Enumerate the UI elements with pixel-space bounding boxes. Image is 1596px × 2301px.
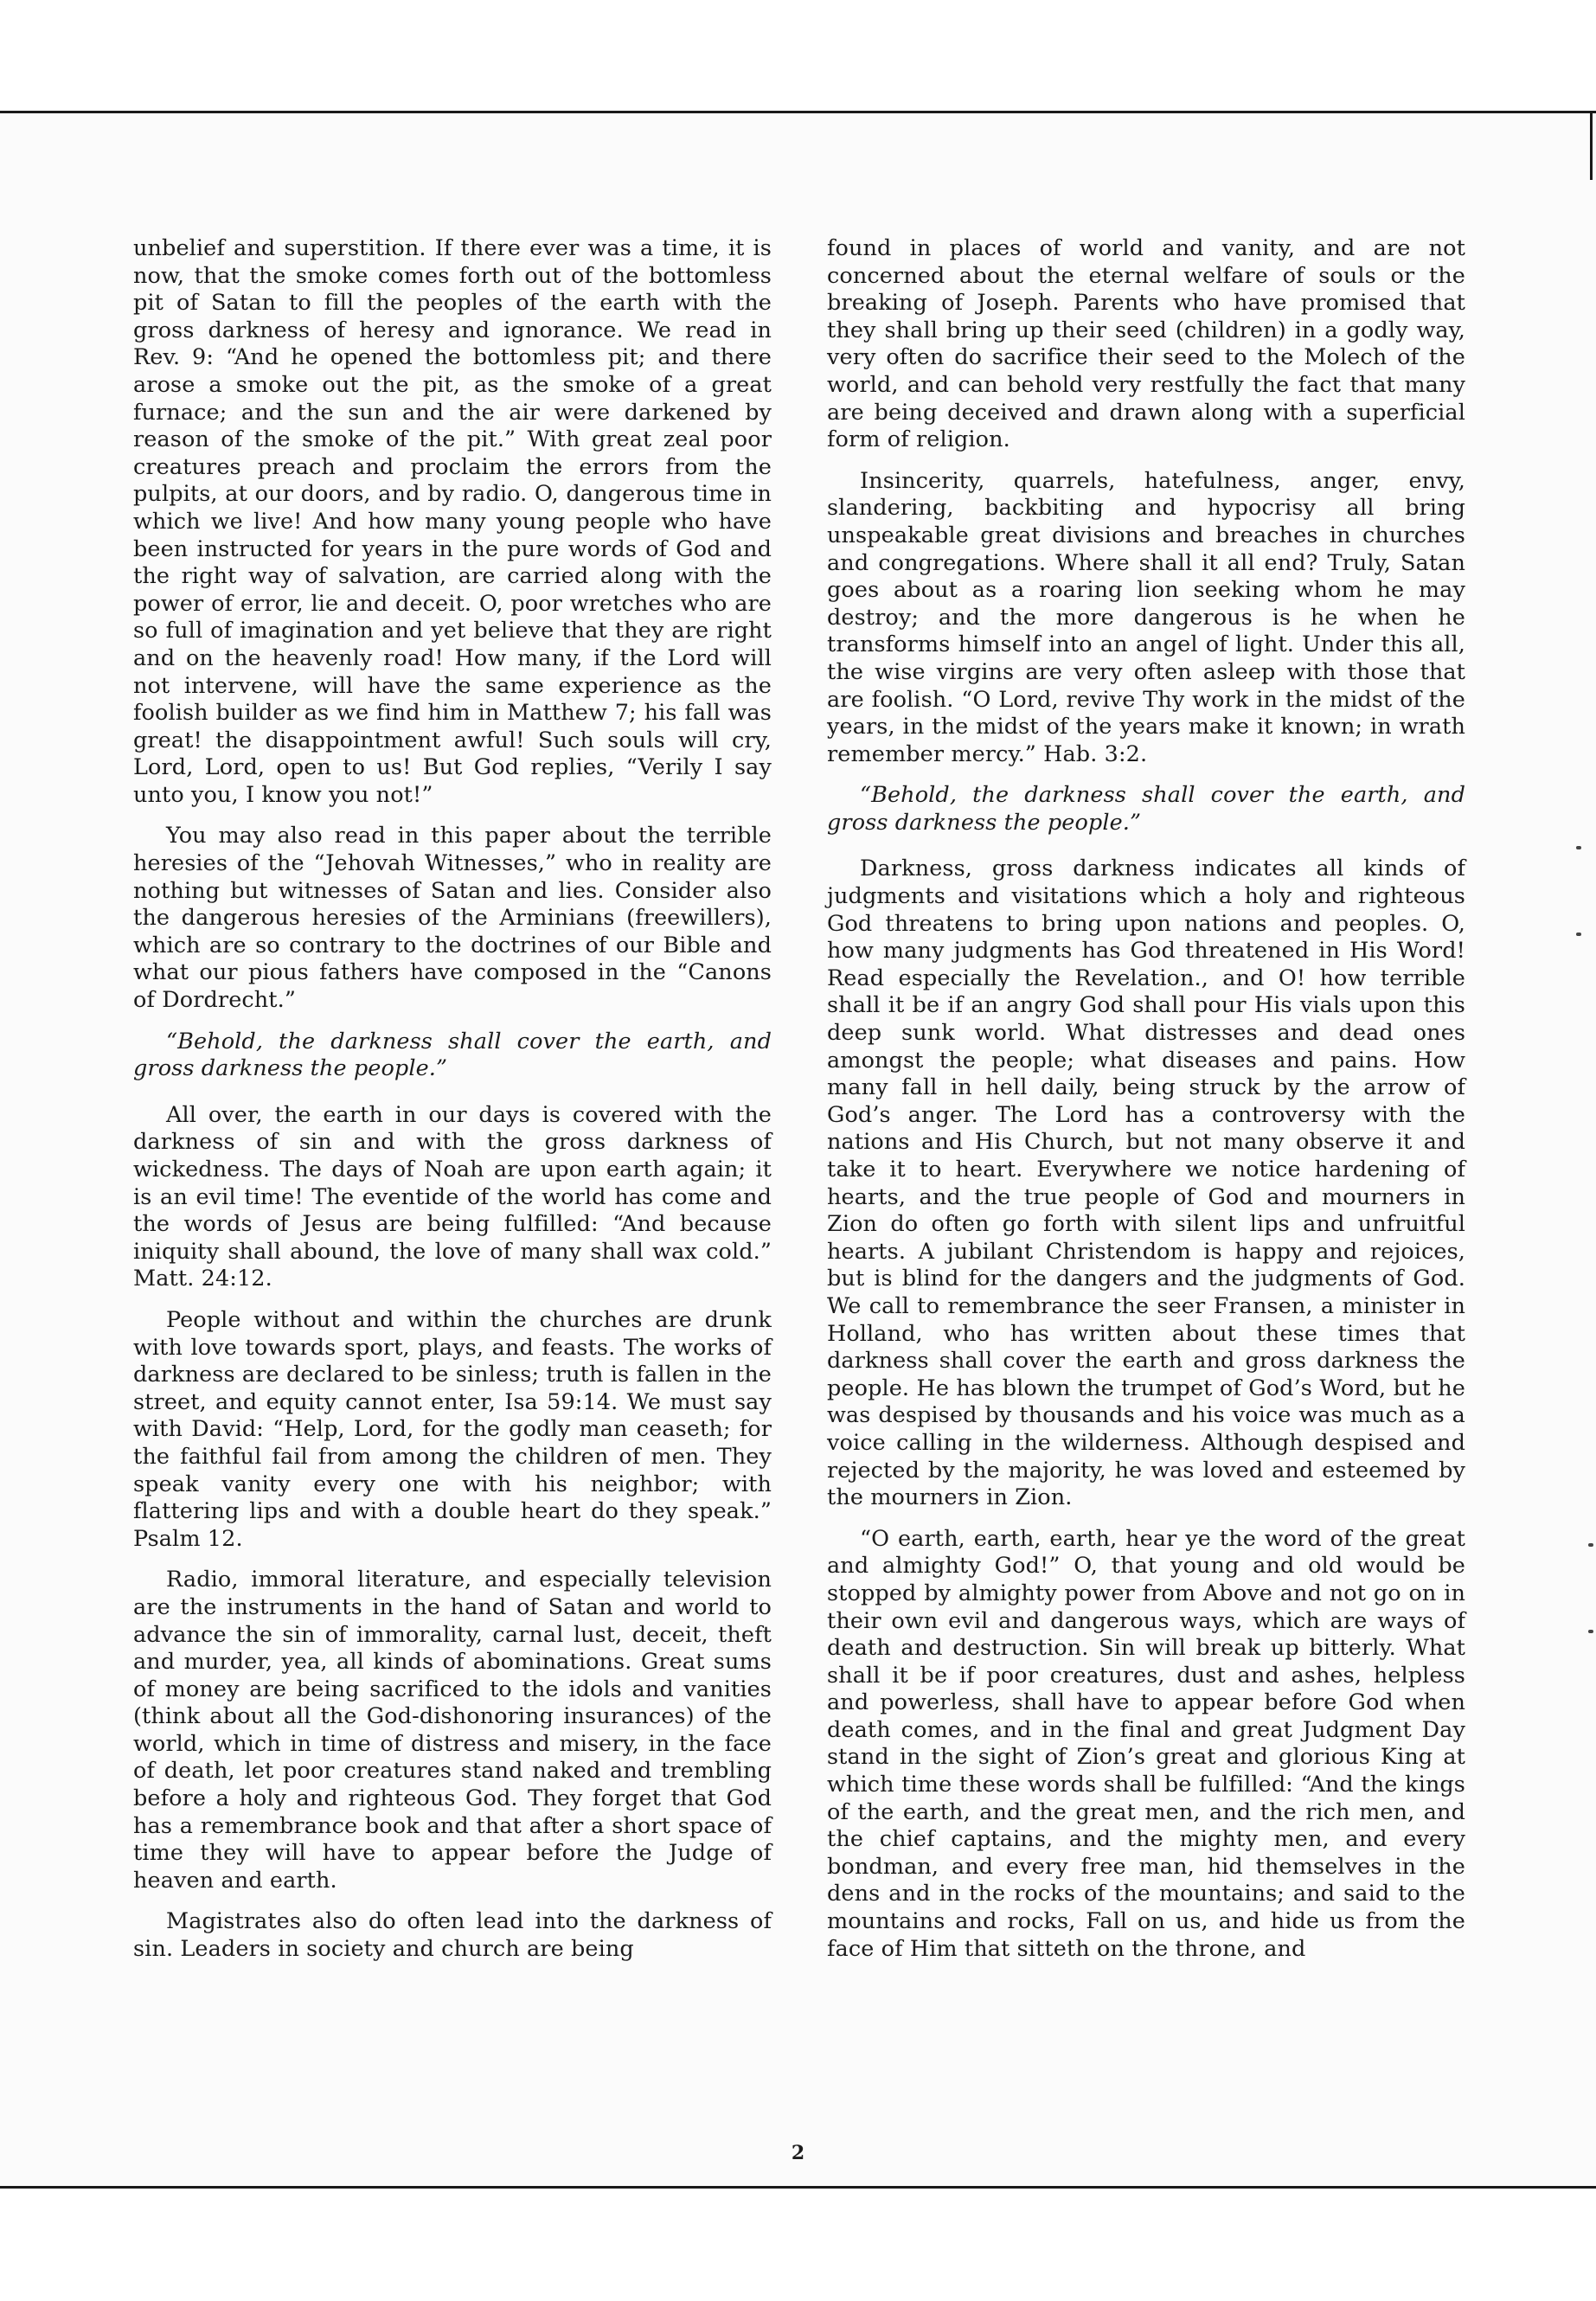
scan-speck bbox=[1588, 1543, 1593, 1547]
left-column bbox=[133, 235, 772, 1977]
paragraph: “O earth, earth, earth, hear ye the word of the great and almighty God!” O, that young and old would be stopped by almighty power from Above and not go on in their own evil and dangerous ways, which are ways of death and destruction. Sin will break up bitterly. What shall it be if poor creatures, dust and ashes, helpless and powerless, shall have to appear before God when death comes, and in the final and great Judgment Day stand in the sight of Zion’s great and glorious King at which time these words shall be fulfilled: “And the kings of the earth, and the great men, and the rich men, and the chief captains, and the mighty men, and every bondman, and every free man, hid themselves in the dens and in the rocks of the mountains; and said to the mountains and rocks, Fall on us, and hide us from the face of Him that sitteth on the throne, and bbox=[827, 1525, 1465, 1962]
page-number: 2 bbox=[791, 2142, 805, 2164]
paragraph: People without and within the churches are drunk with love towards sport, plays, and feasts. The works of darkness are declared to be sinless; truth is fallen in the street, and equity cannot enter, Isa 59:14. We must say with David: “Help, Lord, for the godly man ceaseth; for the faithful fail from among the children of men. They speak vanity every one with his neighbor; with flattering lips and with a double heart do they speak.” Psalm 12. bbox=[133, 1306, 772, 1552]
scan-speck bbox=[1576, 933, 1581, 936]
scripture-quote: “Behold, the darkness shall cover the earth, and gross darkness the people.” bbox=[827, 782, 1465, 836]
paragraph: You may also read in this paper about the terrible heresies of the “Jehovah Witnesses,” who in reality are nothing but witnesses of Satan and lies. Consider also the dangerous heresies of the Arminians (freewillers), which are so contrary to the doctrines of our Bible and what our pious fathers have composed in the “Canons of Dordrecht.” bbox=[133, 823, 772, 1014]
paragraph: found in places of world and vanity, and are not concerned about the eternal welfare of souls or the breaking of Joseph. Parents who have promised that they shall bring up their seed (children) in a godly way, very often do sacrifice their seed to the Molech of the world, and can behold very restfully the fact that many are being deceived and drawn along with a superficial form of religion. bbox=[827, 235, 1465, 453]
paragraph: Radio, immoral literature, and especially television are the instruments in the hand of Satan and world to advance the sin of immorality, carnal lust, deceit, theft and murder, yea, all kinds of abominations. Great sums of money are being sacrificed to the idols and vanities (think about all the God-dishonoring insurances) of the world, which in time of distress and misery, in the face of death, let poor creatures stand naked and trembling before a holy and righteous God. They forget that God has a remembrance book and that after a short space of time they will have to appear before the Judge of heaven and earth. bbox=[133, 1567, 772, 1894]
scan-speck bbox=[1576, 846, 1581, 849]
paragraph: unbelief and superstition. If there ever was a time, it is now, that the smoke comes forth out of the bottomless pit of Satan to fill the peoples of the earth with the gross darkness of heresy and ignorance. We read in Rev. 9: “And he opened the bottomless pit; and there arose a smoke out the pit, as the smoke of a great furnace; and the sun and the air were darkened by reason of the smoke of the pit.” With great zeal poor creatures preach and proclaim the errors from the pulpits, at our doors, and by radio. O, dangerous time in which we live! And how many young people who have been instructed for years in the pure words of God and the right way of salvation, are carried along with the power of error, lie and deceit. O, poor wretches who are so full of imagination and yet believe that they are right and on the heavenly road! How many, if the Lord will not intervene, will have the same experience as the foolish builder as we find him in Matthew 7; his fall was great! the disappointment awful! Such souls will cry, Lord, Lord, open to us! But God replies, “Verily I say unto you, I know you not!” bbox=[133, 235, 772, 808]
scripture-quote: “Behold, the darkness shall cover the earth, and gross darkness the people.” bbox=[133, 1028, 772, 1082]
page-edge-mark bbox=[1590, 111, 1593, 180]
paragraph: Insincerity, quarrels, hatefulness, anger, envy, slandering, backbiting and hypocrisy all bring unspeakable great divisions and breaches in churches and congregations. Where shall it all end? Truly, Satan goes about as a roaring lion seeking whom he may destroy; and the more dangerous is he when he transforms himself into an angel of light. Under this all, the wise virgins are very often asleep with those that are foolish. “O Lord, revive Thy work in the midst of the years, in the midst of the years make it known; in wrath remember mercy.” Hab. 3:2. bbox=[827, 467, 1465, 767]
scan-speck bbox=[1588, 1630, 1593, 1633]
paragraph: Darkness, gross darkness indicates all kinds of judgments and visitations which a holy and righteous God threatens to bring upon nations and peoples. O, how many judgments has God threatened in His Word! Read especially the Revelation., and O! how terrible shall it be if an angry God shall pour His vials upon this deep sunk world. What distresses and dead ones amongst the people; what diseases and pains. How many fall in hell daily, being struck by the arrow of God’s anger. The Lord has a controversy with the nations and His Church, but not many observe it and take it to heart. Everywhere we notice hardening of hearts, and the true people of God and mourners in Zion do often go forth with silent lips and unfruitful hearts. A jubilant Christendom is happy and rejoices, but is blind for the dangers and the judgments of God. We call to remembrance the seer Fransen, a minister in Holland, who has written about these times that darkness shall cover the earth and gross darkness the people. He has blown the trumpet of God’s Word, but he was despised by thousands and his voice was much as a voice calling in the wilderness. Although despised and rejected by the majority, he was loved and esteemed by the mourners in Zion. bbox=[827, 856, 1465, 1511]
right-column bbox=[827, 235, 1465, 1977]
paragraph: All over, the earth in our days is covered with the darkness of sin and with the gross darkness of wickedness. The days of Noah are upon earth again; it is an evil time! The eventide of the world has come and the words of Jesus are being fulfilled: “And because iniquity shall abound, the love of many shall wax cold.” Matt. 24:12. bbox=[133, 1101, 772, 1292]
paragraph: Magistrates also do often lead into the darkness of sin. Leaders in society and church are being bbox=[133, 1908, 772, 1963]
